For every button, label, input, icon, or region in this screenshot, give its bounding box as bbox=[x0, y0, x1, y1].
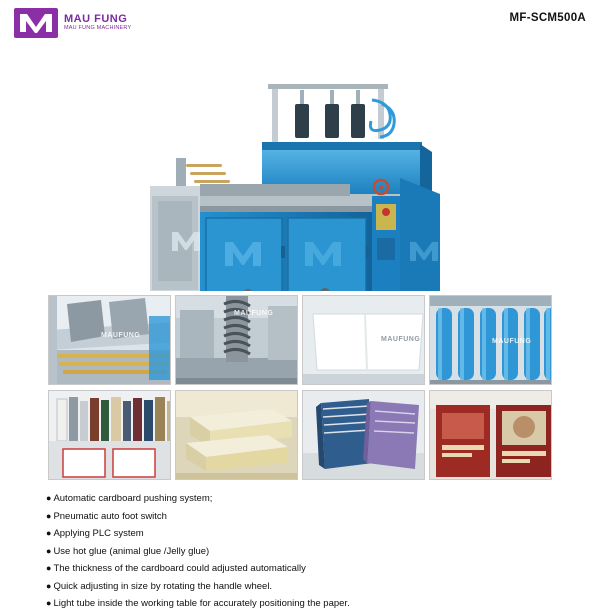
watermark-text: MAUFUNG bbox=[101, 332, 141, 339]
watermark-text: MAUFUNG bbox=[492, 338, 532, 345]
watermark-text: MAUFUNG bbox=[234, 310, 274, 317]
feature-item bbox=[46, 490, 600, 508]
feature-list bbox=[46, 490, 600, 613]
feature-item bbox=[46, 525, 600, 543]
detail-photo-glue-spring-shaft bbox=[175, 295, 298, 385]
sample-photo-red-covers bbox=[429, 390, 552, 480]
brand-text bbox=[64, 14, 131, 31]
bullet-icon: ● bbox=[46, 510, 52, 521]
feature-text: Quick adjusting in size by rotating the handle wheel. bbox=[53, 580, 273, 592]
watermark-text: MAUFUNG bbox=[381, 336, 421, 343]
bullet-icon: ● bbox=[46, 545, 52, 556]
brand-title: MAU FUNG bbox=[64, 13, 128, 26]
feature-item bbox=[46, 595, 600, 613]
hero-machine-image bbox=[0, 46, 600, 291]
maufung-m-logo-icon bbox=[14, 8, 58, 38]
detail-photo-strip bbox=[0, 295, 600, 385]
feature-item bbox=[46, 578, 600, 596]
feature-text: Pneumatic auto foot switch bbox=[53, 510, 167, 522]
bullet-icon: ● bbox=[46, 528, 52, 538]
brand-logo bbox=[14, 8, 588, 38]
bullet-icon: ● bbox=[46, 493, 52, 503]
feature-item bbox=[46, 560, 600, 578]
feature-text: Applying PLC system bbox=[53, 528, 144, 539]
sample-photo-yellow-board-stacks bbox=[175, 390, 298, 480]
feature-text: Light tube inside the working table for accurately positioning the paper. bbox=[53, 598, 350, 609]
feature-item bbox=[46, 508, 600, 526]
detail-photo-white-cardboard bbox=[302, 295, 425, 385]
bullet-icon: ● bbox=[46, 598, 52, 608]
sample-photo-hardcover-books bbox=[48, 390, 171, 480]
page-header bbox=[0, 0, 600, 46]
brand-subtitle: MAU FUNG MACHINERY bbox=[64, 24, 132, 31]
feature-item bbox=[46, 543, 600, 561]
bullet-icon: ● bbox=[46, 580, 52, 591]
sample-photo-strip bbox=[0, 390, 600, 480]
detail-photo-feeding-unit bbox=[48, 295, 171, 385]
feature-text: Automatic cardboard pushing system; bbox=[53, 493, 213, 504]
model-code: MF-SCM500A bbox=[509, 12, 586, 24]
bullet-icon: ● bbox=[46, 563, 52, 573]
feature-text: Use hot glue (animal glue /Jelly glue) bbox=[53, 545, 210, 557]
sample-photo-notebooks bbox=[302, 390, 425, 480]
detail-photo-roller-conveyor bbox=[429, 295, 552, 385]
feature-text: The thickness of the cardboard could adjusted automatically bbox=[53, 563, 306, 574]
